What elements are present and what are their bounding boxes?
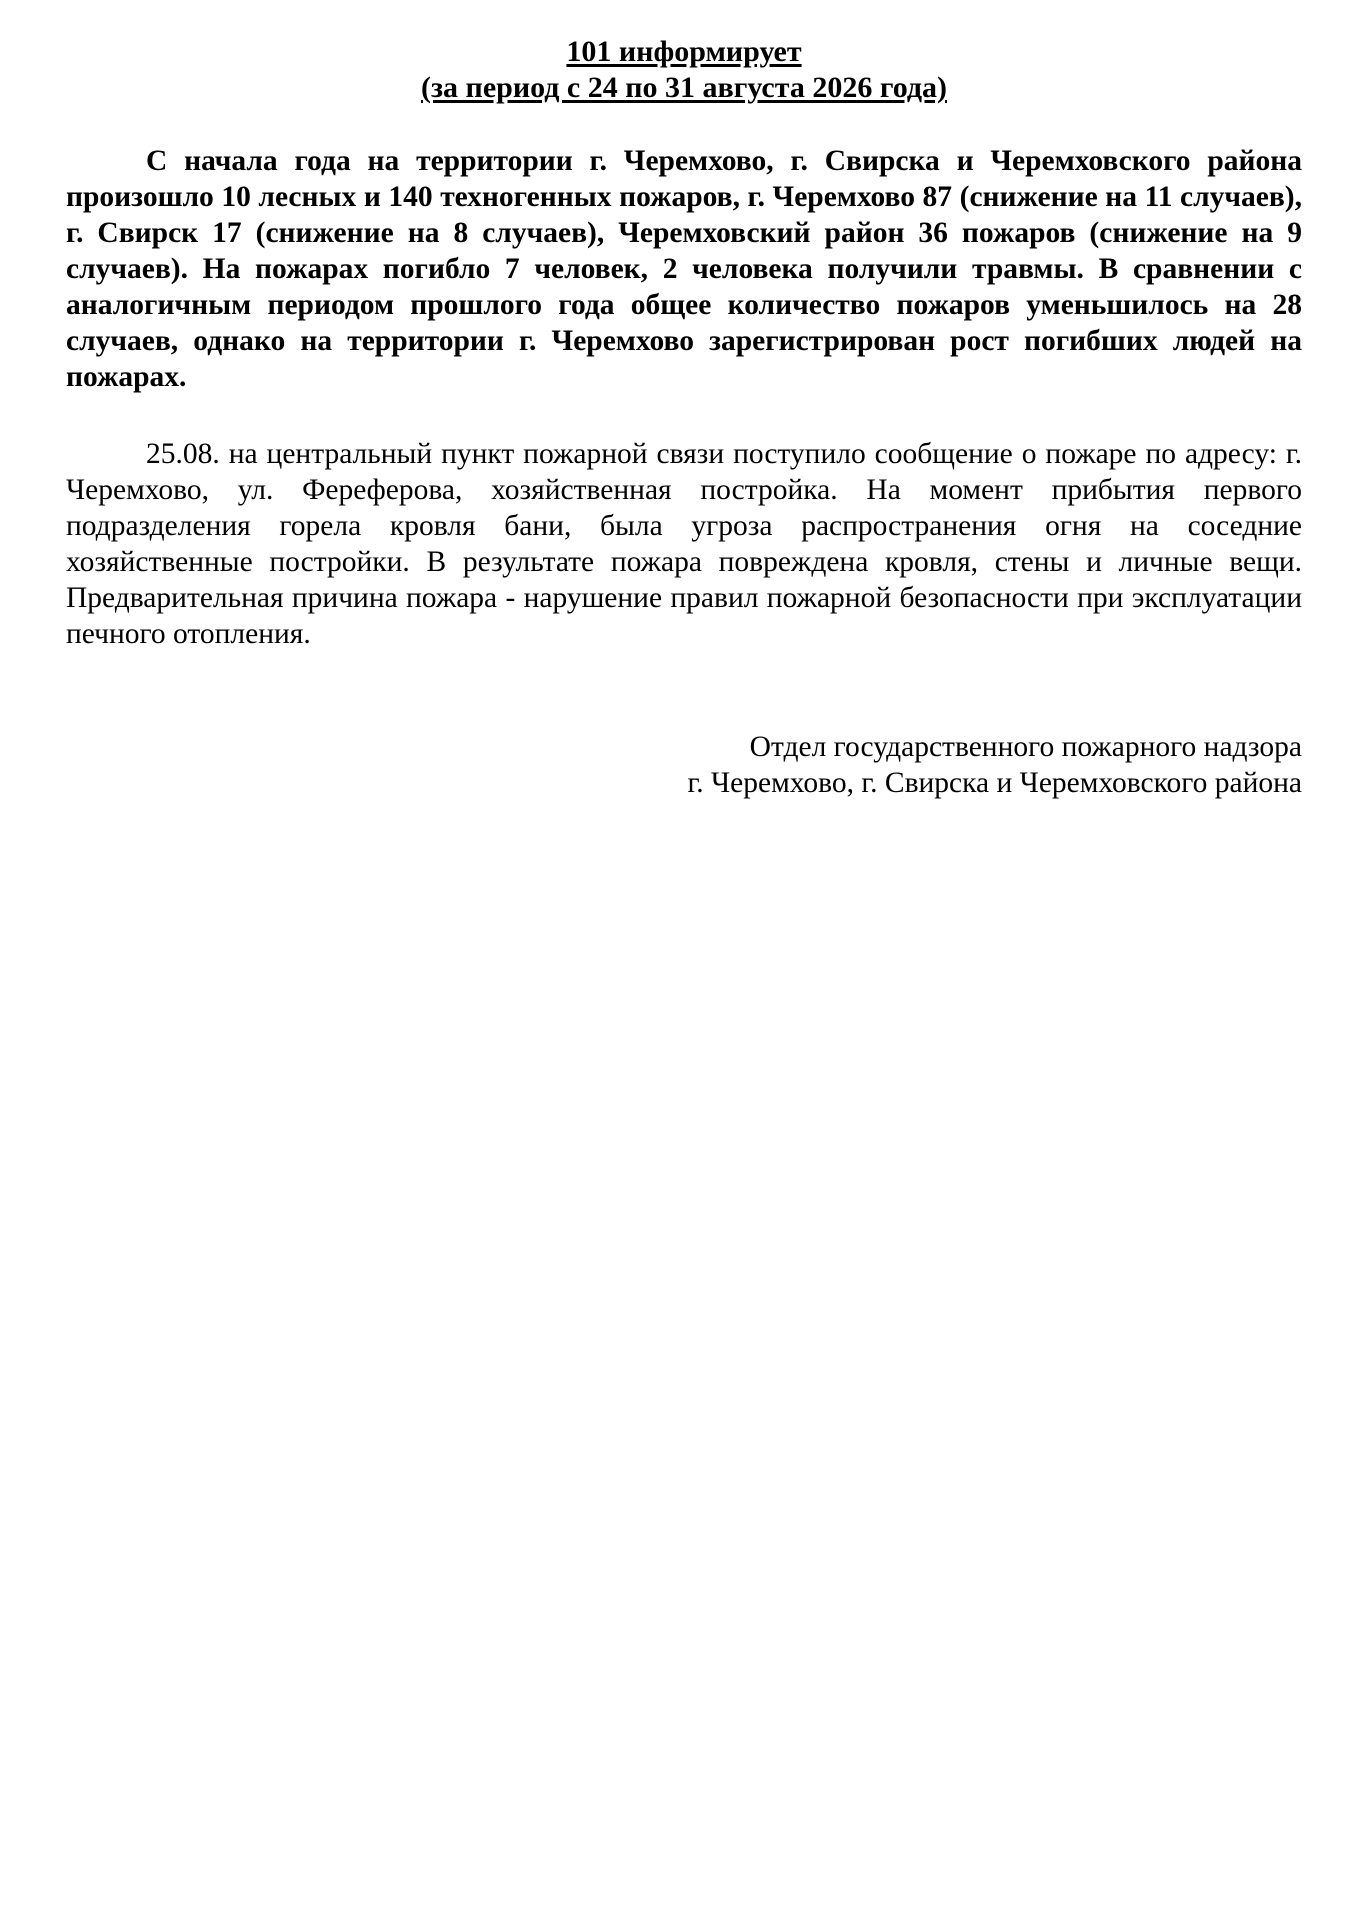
- summary-paragraph: С начала года на территории г. Черемхово, г. Свирска и Черемховского района произошло 10 лесных и 140 техногенных пожаров, г. Черемхово 87 (снижение на 11 случаев), г. Свирск 17 (снижение на 8 случаев), Черемховский район 36 пожаров (снижение на 9 случаев). На пожарах погибло 7 человек, 2 человека получили травмы. В сравнении с аналогичным периодом прошлого года общее количество пожаров уменьшилось на 28 случаев, однако на территории г. Черемхово зарегистрирован рост погибших людей на пожарах.: [66, 145, 1302, 393]
- document-title: 101 информирует: [566, 35, 802, 68]
- signature-line-1: Отдел государственного пожарного надзора: [749, 731, 1302, 763]
- document-period: (за период с 24 по 31 августа 2026 года): [420, 71, 948, 104]
- signature-block: [402, 729, 1302, 801]
- document-header: [66, 34, 1302, 106]
- signature-line-2: г. Черемхово, г. Свирска и Черемховского района: [687, 767, 1302, 799]
- incident-paragraph: 25.08. на центральный пункт пожарной связи поступило сообщение о пожаре по адресу: г. Черемхово, ул. Фереферова, хозяйственная постройка. На момент прибытия первого подразделения горела кровля бани, была угроза распространения огня на соседние хозяйственные постройки. В результате пожара повреждена кровля, стены и личные вещи. Предварительная причина пожара - нарушение правил пожарной безопасности при эксплуатации печного отопления.: [66, 438, 1302, 650]
